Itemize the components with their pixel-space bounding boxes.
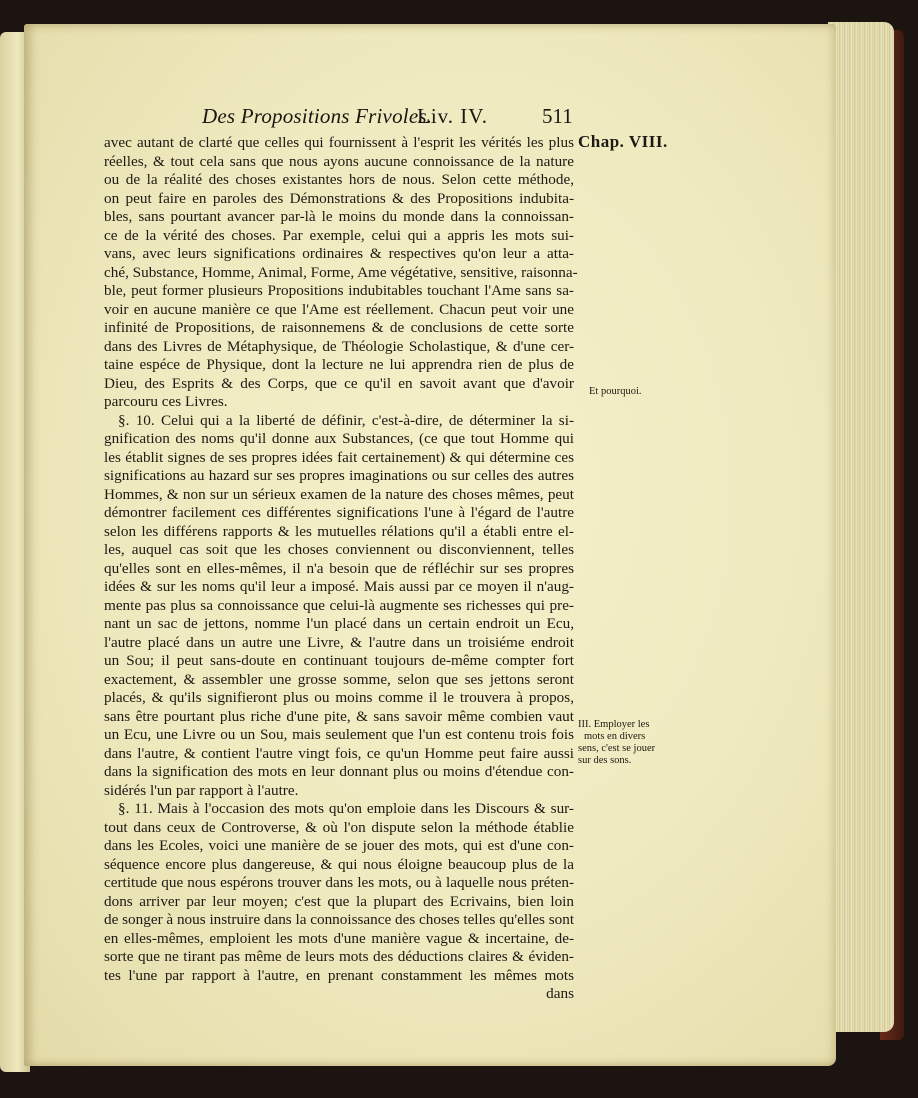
text-line: exactement, & assembler une grosse somme, selon que ses jettons seront [104,670,574,688]
text-line: en elles-mêmes, emploient les mots d'une manière vague & incertaine, de- [104,929,574,947]
text-line: idées & sur les noms qu'il leur a imposé. Mais aussi par ce moyen il n'aug- [104,578,574,595]
text-line: mente pas plus sa connoissance que celui-là augmente ses richesses qui pre- [104,596,574,614]
text-line: vans, avec leurs significations ordinaires & respectives qu'on leur a atta- [104,245,574,262]
text-line: dans des Livres de Métaphysique, de Théologie Scholastique, & d'une cer- [104,337,574,355]
chapter-marker: Chap. VIII. [578,132,668,151]
page-body-text [104,134,578,1004]
text-line: démontrer facilement ces différentes significations l'une à l'égard de l'autre [104,504,574,521]
text-line: séquence encore plus dangereuse, & qui nous éloigne beaucoup plus de la [104,855,574,873]
text-line: gnification des noms qu'il donne aux Substances, (ce que tout Homme qui [104,430,574,447]
page-number: 511 [542,104,573,128]
margin-note-line: III. Employer les [578,719,650,730]
text-line: dans les Ecoles, voici une manière de se jouer des mots, qui est d'une con- [104,837,574,854]
margin-note-employer [578,719,655,767]
text-line: sans être pourtant plus riche d'une pite, & sans savoir même combien vaut [104,707,574,725]
running-header [202,104,572,134]
margin-note-pourquoi: Et pourquoi. [589,386,642,397]
text-line: de songer à nous instruire dans la connoissance des choses telles qu'elles sont [104,911,575,928]
page-stack-edge [828,22,894,1032]
text-line: un Sou; il peut sans-doute en continuant toujours de-même compter fort [104,652,574,669]
text-line: sorte que ne tirant pas même de leurs mots des déductions claires & éviden- [104,948,574,965]
text-line: sidérés l'un par rapport à l'autre. [104,781,299,799]
text-line: Hommes, & non sur un sérieux examen de la nature des choses mêmes, peut [104,485,574,503]
text-line: certitude que nous espérons trouver dans les mots, ou à laquelle nous préten- [104,874,574,891]
text-line: ou de la réalité des choses existantes hors de nous. Selon cette méthode, [104,171,574,188]
text-line: dons arriver par leur moyen; c'est que la plupart des Ecrivains, bien loin [104,892,574,910]
text-line: qu'elles sont en elles-mêmes, il n'a besoin que de réfléchir sur ses propres [104,559,574,577]
text-line: un Ecu, une Livre ou un Sou, mais seulement que l'un est contenu trois fois [104,726,574,743]
margin-note-line: sur des sons. [578,755,632,766]
text-line: bles, sans pourtant avancer par-là le moins du monde dans la connoissan- [104,208,574,225]
book-number: Liv. IV. [417,104,488,128]
margin-note-line: mots en divers [584,731,646,742]
text-line: avec autant de clarté que celles qui fournissent à l'esprit les vérités les plus [104,134,574,151]
text-line: voir en aucune manière ce que l'Ame est réellement. Chacun peut voir une [104,300,574,318]
text-line: placés, & qu'ils signifieront plus ou moins comme il le trouvera à propos, [104,689,574,706]
text-line: dans la signification des mots en leur donnant plus ou moins d'étendue con- [104,763,574,780]
running-title: Des Propositions Frivoles. [202,104,433,128]
text-line: on peut faire en paroles des Démonstrations & des Propositions indubita- [104,189,574,207]
text-line: significations au hazard sur ses propres imaginations ou sur celles des autres [104,467,574,484]
text-line: tes l'une par rapport à l'autre, en prenant constamment les mêmes mots [104,966,574,984]
text-line: ce de la vérité des choses. Par exemple, celui qui a appris les mots sui- [104,226,574,244]
text-line: les établit signes de ses propres idées fait certainement) & qui détermine ces [104,448,574,466]
text-line: §. 11. Mais à l'occasion des mots qu'on emploie dans les Discours & sur- [118,800,574,817]
text-line: selon les différens rapports & les mutuelles rélations qu'il a établi entre el- [104,522,574,540]
text-line: tout dans ceux de Controverse, & où l'on dispute selon la méthode établie [104,818,574,836]
margin-note-line: sens, c'est se jouer [578,743,656,754]
text-line: nant un sac de jettons, nomme l'un placé dans un certain endroit un Ecu, [104,615,574,632]
text-line: dans [546,985,574,1002]
text-line: Dieu, des Esprits & des Corps, que ce qu'il en savoit avant que d'avoir [104,374,574,392]
text-line: dans l'autre, & contient l'autre vingt fois, ce qu'un Homme peut faire aussi [104,744,574,762]
text-line: les, auquel cas soit que les choses conviennent ou disconviennent, telles [104,541,574,558]
text-line: ble, peut former plusieurs Propositions indubitables touchant l'Ame sans sa- [104,282,574,299]
text-line: l'autre placé dans un autre une Livre, & l'autre dans un troisiéme endroit [104,633,574,651]
text-line: taine espéce de Physique, dont la lecture ne lui apprendra rien de plus de [104,356,574,373]
text-line: ché, Substance, Homme, Animal, Forme, Ame végétative, sensitive, raisonna- [104,263,578,281]
text-line: parcouru ces Livres. [104,393,228,410]
text-line: §. 10. Celui qui a la liberté de définir, c'est-à-dire, de déterminer la si- [118,411,574,429]
text-line: réelles, & tout cela sans que nous ayons aucune connoissance de la nature [104,152,574,170]
text-line: infinité de Propositions, de raisonnemens & de conclusions de cette sorte [104,319,574,336]
